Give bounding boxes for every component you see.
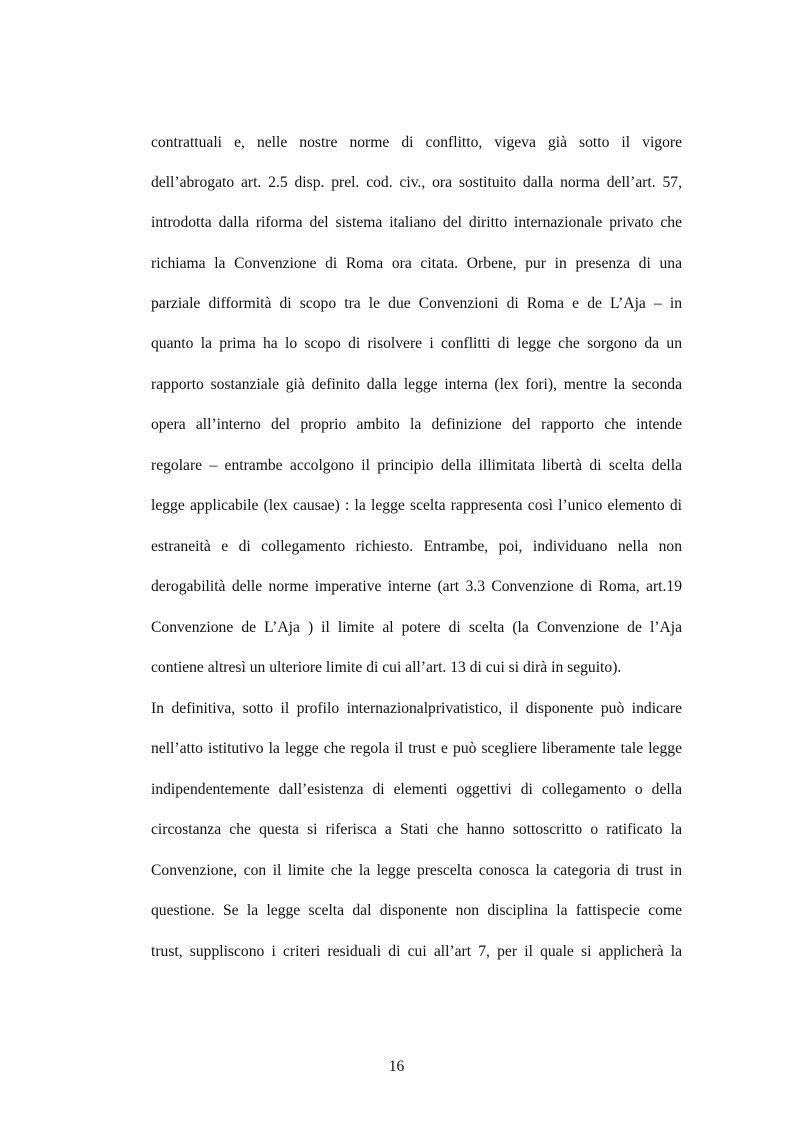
text-line: regolare – entrambe accolgono il principio della illimitata libertà di scelta della: [151, 457, 682, 474]
text-line: legge applicabile (lex causae) : la legge scelta rappresenta così l’unico elemento di: [151, 497, 682, 514]
text-line: trust, suppliscono i criteri residuali di cui all’art 7, per il quale si applicherà la: [151, 943, 682, 960]
text-line: contiene altresì un ulteriore limite di cui all’art. 13 di cui si dirà in seguito).: [151, 659, 622, 676]
text-line: Convenzione, con il limite che la legge prescelta conosca la categoria di trust in: [151, 862, 682, 879]
text-line: parziale difformità di scopo tra le due Convenzioni di Roma e de L’Aja – in: [151, 295, 682, 312]
text-line: rapporto sostanziale già definito dalla legge interna (lex fori), mentre la seconda: [151, 376, 682, 393]
text-line: questione. Se la legge scelta dal disponente non disciplina la fattispecie come: [151, 902, 682, 919]
page-number: 16: [388, 1058, 405, 1075]
text-line: contrattuali e, nelle nostre norme di conflitto, vigeva già sotto il vigore: [151, 134, 682, 151]
text-line: Convenzione de L’Aja ) il limite al potere di scelta (la Convenzione de l’Aja: [151, 619, 682, 636]
text-line: derogabilità delle norme imperative interne (art 3.3 Convenzione di Roma, art.19: [151, 578, 682, 595]
text-line: indipendentemente dall’esistenza di elementi oggettivi di collegamento o della: [151, 781, 682, 798]
text-line: nell’atto istitutivo la legge che regola il trust e può scegliere liberamente tale legge: [151, 740, 682, 757]
text-line: richiama la Convenzione di Roma ora citata. Orbene, pur in presenza di una: [151, 255, 682, 272]
text-line: circostanza che questa si riferisca a Stati che hanno sottoscritto o ratificato la: [151, 821, 682, 838]
text-line: estraneità e di collegamento richiesto. Entrambe, poi, individuano nella non: [151, 538, 682, 555]
text-line: opera all’interno del proprio ambito la definizione del rapporto che intende: [151, 416, 682, 433]
text-line: dell’abrogato art. 2.5 disp. prel. cod. civ., ora sostituito dalla norma dell’art. 57,: [151, 174, 682, 191]
text-line: introdotta dalla riforma del sistema italiano del diritto internazionale privato che: [151, 214, 682, 231]
text-line: In definitiva, sotto il profilo internazionalprivatistico, il disponente può indicare: [151, 700, 682, 717]
text-line: quanto la prima ha lo scopo di risolvere i conflitti di legge che sorgono da un: [151, 335, 682, 352]
